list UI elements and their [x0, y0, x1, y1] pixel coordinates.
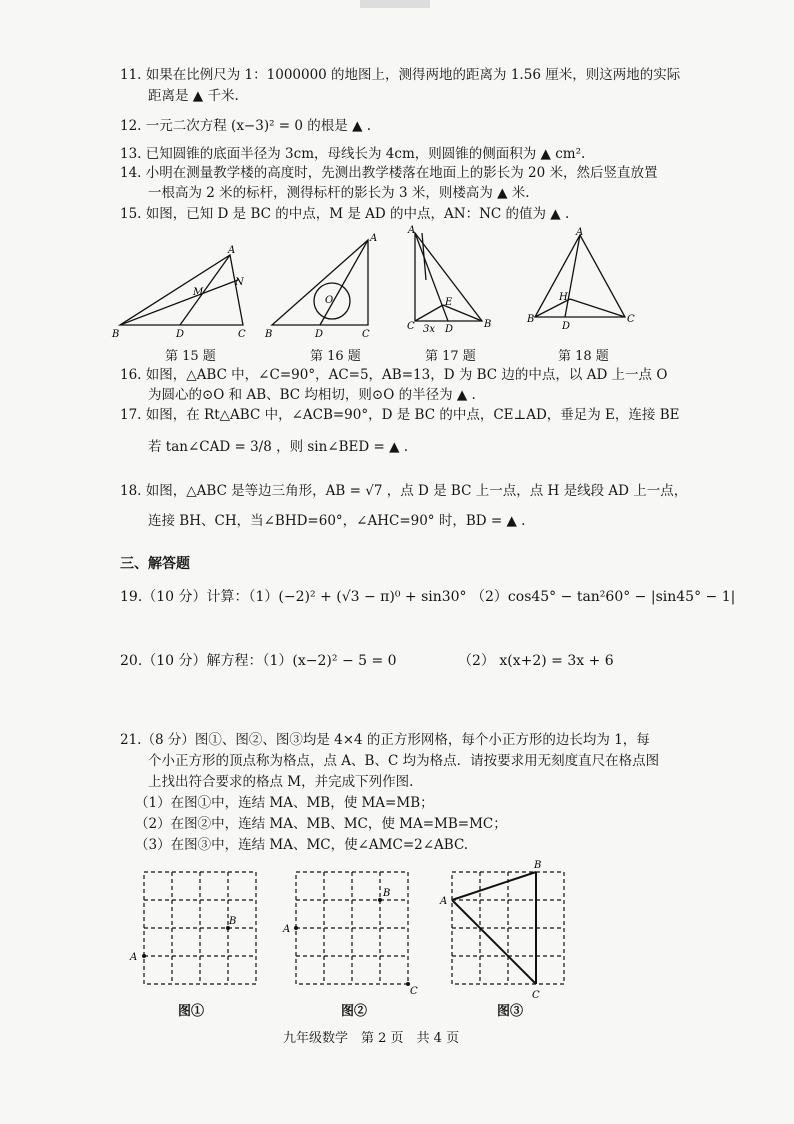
- grid-2: [296, 872, 408, 984]
- fig16-label-b: B: [265, 329, 273, 340]
- q18-line1: 18. 如图，△ABC 是等边三角形，AB = √7 ，点 D 是 BC 上一点，点 H 是线段 AD 上一点，: [120, 483, 688, 499]
- grid2-point-a: [294, 926, 298, 930]
- fig18-label-d: D: [562, 321, 571, 332]
- figure-15: [120, 255, 243, 325]
- grid2-label-a: A: [283, 924, 291, 935]
- grids-row: [120, 860, 590, 1010]
- fig15-label-b: B: [112, 329, 120, 340]
- fig18-triangle: [535, 235, 625, 317]
- figure-18: [535, 235, 625, 317]
- fig15-label-a: A: [228, 245, 236, 256]
- q21-item3: （3）在图③中，连结 MA、MC，使∠AMC=2∠ABC.: [135, 837, 469, 853]
- grid2-label-b: B: [383, 888, 391, 899]
- fig15-label-d: D: [176, 329, 185, 340]
- fig17-label-c: C: [407, 321, 415, 332]
- fig15-label-n: N: [235, 277, 244, 288]
- grid1-caption: 图①: [178, 1004, 205, 1019]
- q11-line2: 距离是 ▲ 千米.: [148, 88, 239, 104]
- fig16-label-a: A: [370, 233, 378, 244]
- fig18-label-h: H: [559, 292, 568, 303]
- fig16-label-c: C: [362, 329, 370, 340]
- q17-line1: 17. 如图，在 Rt△ABC 中，∠ACB=90°，D 是 BC 的中点，CE⊥AD，垂足为 E，连接 BE: [120, 407, 680, 423]
- fig15-caption: 第 15 题: [165, 349, 216, 364]
- fig16-label-o: O: [325, 295, 334, 306]
- fig18-line-ad: [565, 235, 580, 317]
- q15-text: 15. 如图，已知 D 是 BC 的中点，M 是 AD 的中点，AN：NC 的值为 ▲ .: [120, 206, 570, 222]
- q14-line1: 14. 小明在测量教学楼的高度时，先测出教学楼落在地面上的影长为 20 米，然后竖直放置: [120, 165, 658, 181]
- grid1-label-b: B: [229, 916, 237, 927]
- q17-line2: 若 tan∠CAD = 3/8 ，则 sin∠BED = ▲ .: [148, 439, 409, 455]
- grid2-caption: 图②: [341, 1004, 368, 1019]
- q16-line2: 为圆心的⊙O 和 AB、BC 均相切，则⊙O 的半径为 ▲ .: [148, 387, 476, 403]
- fig16-label-d: D: [315, 329, 324, 340]
- grid3-line-ab: [452, 872, 536, 900]
- fig15-triangle: [120, 255, 243, 325]
- grid-1: [144, 872, 256, 984]
- grid2-label-c: C: [410, 986, 418, 997]
- fig17-label-b: B: [484, 319, 492, 330]
- figures-row: [110, 225, 670, 345]
- grid3-label-a: A: [440, 896, 448, 907]
- fig18-label-b: B: [527, 314, 535, 325]
- fig15-median-ad: [180, 255, 230, 325]
- q20-part2: （2） x(x+2) = 3x + 6: [458, 653, 614, 669]
- grid3-label-b: B: [534, 860, 542, 871]
- grid1-label-a: A: [130, 952, 138, 963]
- fig17-line-ce: [415, 305, 443, 321]
- fig17-label-a: A: [408, 225, 416, 236]
- fig16-triangle: [272, 240, 368, 325]
- q20-part1: 20.（10 分）解方程：（1）(x−2)² − 5 = 0: [120, 653, 397, 669]
- q21-line3: 上找出符合要求的格点 M，并完成下列作图.: [148, 774, 414, 790]
- q21-item1: （1）在图①中，连结 MA、MB，使 MA=MB；: [135, 795, 434, 811]
- fig17-label-e: E: [445, 297, 453, 308]
- fig17-aux: [422, 233, 426, 280]
- grid1-point-a: [142, 954, 146, 958]
- grid3-line-ac: [452, 900, 536, 984]
- section-title: 三、解答题: [120, 556, 190, 572]
- q19-text: 19.（10 分）计算：（1）(−2)² + (√3 − π)⁰ + sin30° （2）cos45° − tan²60° − |sin45° − 1|: [120, 589, 736, 605]
- fig16-line-ad: [320, 240, 368, 325]
- fig17-line-ad: [415, 233, 448, 321]
- q16-line1: 16. 如图，△ABC 中，∠C=90°，AC=5，AB=13，D 为 BC 边的中点，以 AD 上一点 O: [120, 367, 668, 383]
- q11-line1: 11. 如果在比例尺为 1：1000000 的地图上，测得两地的距离为 1.56 厘米，则这两地的实际: [120, 67, 681, 83]
- fig16-caption: 第 16 题: [310, 349, 361, 364]
- fig17-mark: 3x: [423, 324, 436, 335]
- fig18-label-c: C: [627, 314, 635, 325]
- fig17-label-d: D: [445, 324, 454, 335]
- page-footer: 九年级数学 第 2 页 共 4 页: [283, 1031, 460, 1046]
- grid2-point-b: [378, 898, 382, 902]
- q12-text: 12. 一元二次方程 (x−3)² = 0 的根是 ▲ .: [120, 118, 372, 134]
- q21-line2: 个小正方形的顶点称为格点，点 A、B、C 均为格点．请按要求用无刻度直尺在格点图: [148, 753, 660, 769]
- q21-item2: （2）在图②中，连结 MA、MB、MC，使 MA=MB=MC；: [135, 816, 507, 832]
- grid3-caption: 图③: [497, 1004, 524, 1019]
- fig15-label-c: C: [238, 329, 246, 340]
- fig15-label-m: M: [193, 287, 204, 298]
- grid-3: [452, 872, 564, 984]
- grid3-label-c: C: [532, 990, 540, 1001]
- fig18-label-a: A: [576, 227, 584, 238]
- q18-line2: 连接 BH、CH，当∠BHD=60°，∠AHC=90° 时，BD = ▲ .: [148, 513, 526, 529]
- q21-line1: 21.（8 分）图①、图②、图③均是 4×4 的正方形网格，每个小正方形的边长均为 1，每: [120, 732, 650, 748]
- q14-line2: 一根高为 2 米的标杆，测得标杆的影长为 3 米，则楼高为 ▲ 米.: [148, 185, 530, 201]
- scan-top-mark: [360, 0, 430, 8]
- figure-16: [272, 240, 368, 325]
- fig18-caption: 第 18 题: [558, 349, 609, 364]
- fig17-caption: 第 17 题: [425, 349, 476, 364]
- q13-text: 13. 已知圆锥的底面半径为 3cm，母线长为 4cm，则圆锥的侧面积为 ▲ cm².: [120, 146, 586, 162]
